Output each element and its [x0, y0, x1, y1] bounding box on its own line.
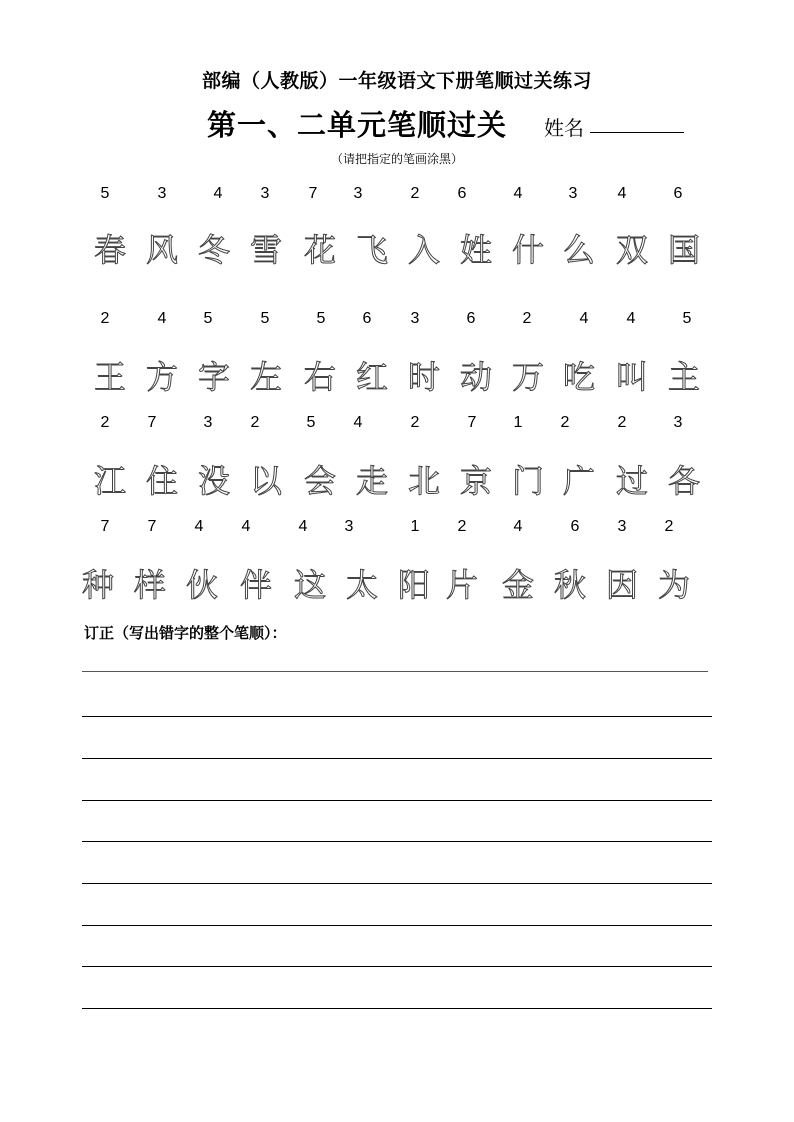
- stroke-number: 2: [457, 518, 467, 535]
- name-field[interactable]: [590, 132, 684, 133]
- outline-character[interactable]: 京: [459, 462, 492, 500]
- writing-line[interactable]: [82, 758, 712, 759]
- stroke-number: 3: [353, 185, 363, 202]
- stroke-number: 7: [100, 518, 110, 535]
- stroke-number: 5: [100, 185, 110, 202]
- stroke-number: 4: [513, 518, 523, 535]
- stroke-number: 6: [457, 185, 467, 202]
- stroke-number: 4: [213, 185, 223, 202]
- stroke-number: 3: [673, 414, 683, 431]
- stroke-number: 5: [306, 414, 316, 431]
- outline-character[interactable]: 国: [667, 231, 700, 269]
- outline-character[interactable]: 这: [293, 566, 326, 604]
- writing-line[interactable]: [82, 925, 712, 926]
- outline-character[interactable]: 字: [197, 358, 230, 396]
- stroke-number: 2: [560, 414, 570, 431]
- stroke-number: 6: [362, 310, 372, 327]
- stroke-number: 3: [260, 185, 270, 202]
- outline-character[interactable]: 因: [605, 566, 638, 604]
- stroke-number: 6: [673, 185, 683, 202]
- stroke-number: 1: [513, 414, 523, 431]
- outline-character[interactable]: 万: [511, 358, 544, 396]
- outline-character[interactable]: 王: [93, 358, 126, 396]
- stroke-number: 3: [617, 518, 627, 535]
- outline-character[interactable]: 片: [445, 566, 478, 604]
- outline-character[interactable]: 入: [407, 231, 440, 269]
- outline-character[interactable]: 动: [459, 358, 492, 396]
- stroke-number: 2: [664, 518, 674, 535]
- stroke-number: 4: [626, 310, 636, 327]
- outline-character[interactable]: 会: [303, 462, 336, 500]
- outline-character[interactable]: 叫: [615, 358, 648, 396]
- outline-character[interactable]: 方: [145, 358, 178, 396]
- outline-character[interactable]: 秋: [553, 566, 586, 604]
- stroke-number: 2: [617, 414, 627, 431]
- writing-line[interactable]: [82, 966, 712, 967]
- stroke-number: 2: [250, 414, 260, 431]
- outline-character[interactable]: 以: [249, 462, 282, 500]
- stroke-number: 2: [100, 310, 110, 327]
- stroke-number: 2: [522, 310, 532, 327]
- stroke-number: 5: [260, 310, 270, 327]
- stroke-number: 4: [353, 414, 363, 431]
- stroke-number: 4: [579, 310, 589, 327]
- outline-character[interactable]: 太: [345, 566, 378, 604]
- writing-line[interactable]: [82, 671, 708, 672]
- outline-character[interactable]: 没: [197, 462, 230, 500]
- page-title: 第一、二单元笔顺过关: [207, 108, 508, 142]
- stroke-number: 4: [617, 185, 627, 202]
- outline-character[interactable]: 红: [355, 358, 388, 396]
- outline-character[interactable]: 双: [615, 231, 648, 269]
- outline-character[interactable]: 么: [562, 231, 595, 269]
- writing-line[interactable]: [82, 1008, 712, 1009]
- outline-character[interactable]: 花: [303, 231, 336, 269]
- outline-character[interactable]: 走: [355, 462, 388, 500]
- outline-character[interactable]: 各: [667, 462, 700, 500]
- stroke-number: 2: [100, 414, 110, 431]
- outline-character[interactable]: 右: [303, 358, 336, 396]
- outline-character[interactable]: 为: [657, 566, 690, 604]
- outline-character[interactable]: 江: [93, 462, 126, 500]
- instruction-text: （请把指定的笔画涂黑）: [330, 152, 463, 166]
- stroke-number: 3: [344, 518, 354, 535]
- writing-line[interactable]: [82, 841, 712, 842]
- stroke-number: 4: [157, 310, 167, 327]
- stroke-number: 3: [568, 185, 578, 202]
- stroke-number: 3: [157, 185, 167, 202]
- outline-character[interactable]: 北: [407, 462, 440, 500]
- outline-character[interactable]: 冬: [197, 231, 230, 269]
- outline-character[interactable]: 过: [615, 462, 648, 500]
- stroke-number: 7: [467, 414, 477, 431]
- stroke-number: 4: [241, 518, 251, 535]
- outline-character[interactable]: 伴: [239, 566, 272, 604]
- stroke-number: 7: [308, 185, 318, 202]
- stroke-number: 2: [410, 414, 420, 431]
- outline-character[interactable]: 姓: [459, 231, 492, 269]
- outline-character[interactable]: 门: [511, 462, 544, 500]
- stroke-number: 7: [147, 414, 157, 431]
- stroke-number: 4: [513, 185, 523, 202]
- name-label: 姓名: [544, 116, 584, 140]
- outline-character[interactable]: 风: [145, 231, 178, 269]
- outline-character[interactable]: 春: [93, 231, 126, 269]
- writing-line[interactable]: [82, 716, 712, 717]
- stroke-number: 3: [203, 414, 213, 431]
- stroke-number: 4: [298, 518, 308, 535]
- outline-character[interactable]: 样: [133, 566, 166, 604]
- stroke-number: 5: [203, 310, 213, 327]
- outline-character[interactable]: 住: [145, 462, 178, 500]
- outline-character[interactable]: 种: [81, 566, 114, 604]
- outline-character[interactable]: 左: [249, 358, 282, 396]
- stroke-number: 7: [147, 518, 157, 535]
- stroke-number: 6: [570, 518, 580, 535]
- correction-label: 订正（写出错字的整个笔顺）：: [84, 624, 287, 642]
- stroke-number: 2: [410, 185, 420, 202]
- outline-character[interactable]: 什: [511, 231, 544, 269]
- outline-character[interactable]: 雪: [249, 231, 282, 269]
- writing-line[interactable]: [82, 883, 712, 884]
- worksheet-series-title: 部编（人教版）一年级语文下册笔顺过关练习: [201, 70, 592, 92]
- stroke-number: 1: [410, 518, 420, 535]
- stroke-number: 5: [682, 310, 692, 327]
- outline-character[interactable]: 金: [501, 566, 534, 604]
- outline-character[interactable]: 时: [407, 358, 440, 396]
- stroke-number: 4: [194, 518, 204, 535]
- stroke-number: 5: [316, 310, 326, 327]
- outline-character[interactable]: 飞: [355, 231, 388, 269]
- writing-line[interactable]: [82, 800, 712, 801]
- outline-character[interactable]: 阳: [397, 566, 430, 604]
- stroke-number: 6: [466, 310, 476, 327]
- outline-character[interactable]: 伙: [185, 566, 218, 604]
- outline-character[interactable]: 广: [562, 462, 595, 500]
- stroke-number: 3: [410, 310, 420, 327]
- outline-character[interactable]: 主: [667, 358, 700, 396]
- outline-character[interactable]: 吃: [562, 358, 595, 396]
